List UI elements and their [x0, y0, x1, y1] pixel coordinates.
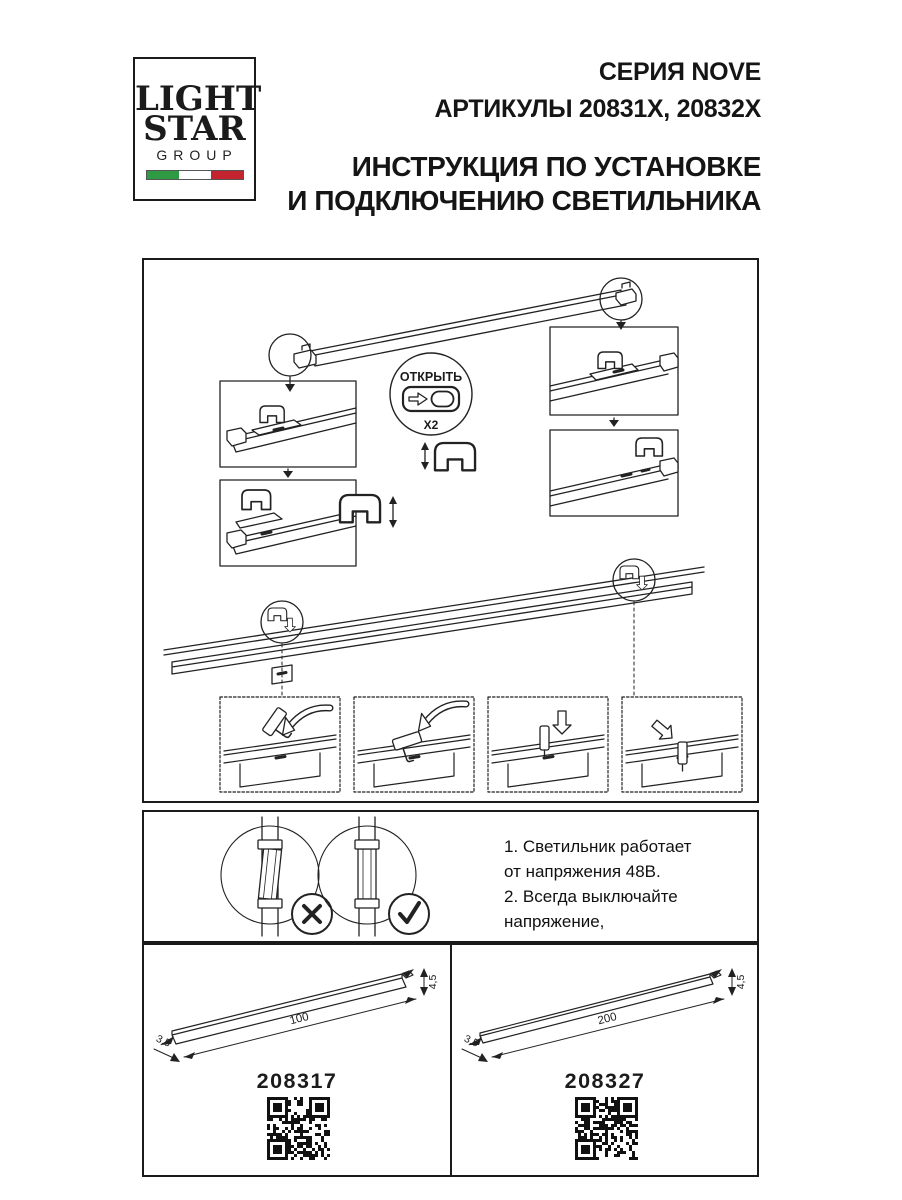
logo-group-text: GROUP [156, 147, 238, 163]
width-label: 3,5 [154, 1032, 173, 1050]
correct-mounting [318, 817, 429, 936]
down-arrow-icon [616, 322, 626, 330]
product-drawing-208317 [144, 945, 450, 1175]
check-icon [389, 894, 429, 934]
product-spec-panel [142, 943, 759, 1177]
page-title-line1: ИНСТРУКЦИЯ ПО УСТАНОВКЕ [351, 151, 761, 182]
note-line-2: от напряжения 48В. [504, 862, 661, 881]
installation-diagram-panel [142, 258, 759, 803]
article-number: 208317 [256, 1069, 338, 1093]
rotate-arrow-icon [418, 704, 466, 733]
clip-icon [620, 566, 639, 579]
slide-switch-icon [403, 387, 459, 411]
clip-step-3 [488, 697, 608, 792]
clip-step-2 [354, 697, 474, 792]
height-label: 4,5 [427, 974, 439, 990]
open-count-label: X2 [423, 418, 439, 432]
clip-step-4 [622, 697, 742, 792]
press-down-arrow-icon [553, 711, 571, 734]
flag-white-segment [179, 171, 211, 179]
clip-icon [435, 443, 475, 470]
clip-icon [268, 608, 287, 621]
height-dimension [728, 968, 747, 996]
articles-line: АРТИКУЛЫ 20831X, 20832X [434, 95, 761, 123]
note-line-3: 2. Всегда выключайте напряжение, [504, 887, 678, 931]
flag-red-segment [211, 171, 243, 179]
product-cell-208327 [450, 945, 758, 1175]
height-dimension [420, 968, 439, 996]
detail-step-remove-cover-right [550, 327, 678, 415]
detail-step-remove-cover-left [220, 381, 356, 467]
logo-light-text: LIGHT [135, 79, 262, 119]
length-label: 200 [596, 1010, 619, 1028]
down-arrow-icon [283, 471, 293, 478]
installation-diagram [144, 260, 757, 801]
product-cell-208317 [144, 945, 450, 1175]
rotate-arrow-icon [282, 708, 330, 737]
open-instruction [390, 353, 472, 435]
clip-icon [260, 406, 284, 423]
lightstar-logo [133, 57, 262, 201]
header-text [287, 58, 761, 218]
italian-flag-stripe [146, 170, 244, 180]
note-line-1: 1. Светильник работает [504, 837, 692, 856]
clip-icon [340, 495, 380, 522]
detail-step-clip-exploded-right [550, 430, 678, 516]
press-arrow-icon [649, 716, 678, 745]
qr-code [267, 1097, 330, 1160]
clip-icon [598, 352, 622, 369]
down-arrow-icon [285, 384, 295, 392]
clip-icon [636, 438, 662, 456]
length-label: 100 [288, 1010, 311, 1028]
clip-with-arrows-upper [421, 442, 475, 470]
article-number: 208327 [564, 1069, 646, 1093]
down-arrow-icon [609, 420, 619, 427]
clip-with-arrows-lower [340, 495, 397, 528]
qr-code [575, 1097, 638, 1160]
open-label: ОТКРЫТЬ [399, 370, 463, 384]
clip-icon [242, 490, 271, 510]
detail-step-clip-exploded-left [220, 480, 356, 566]
incorrect-mounting [221, 817, 332, 936]
warning-panel [142, 810, 759, 943]
logo-star-text: STAR [143, 109, 246, 149]
width-dimension [462, 1033, 488, 1062]
product-bar-drawing [468, 969, 722, 1045]
length-dimension [184, 997, 416, 1059]
product-drawing-208327 [452, 945, 758, 1175]
series-title: СЕРИЯ NOVE [598, 58, 761, 86]
length-dimension [492, 997, 724, 1059]
height-label: 4,5 [735, 974, 747, 990]
page-title-line2: И ПОДКЛЮЧЕНИЮ СВЕТИЛЬНИКА [287, 185, 761, 216]
width-label: 3,5 [462, 1032, 481, 1050]
mounted-track [164, 559, 704, 697]
flag-green-segment [147, 171, 179, 179]
clip-step-1 [220, 697, 340, 792]
width-dimension [154, 1033, 180, 1062]
product-bar-drawing [160, 969, 414, 1045]
correct-incorrect-diagram [144, 812, 489, 941]
cross-icon [292, 894, 332, 934]
